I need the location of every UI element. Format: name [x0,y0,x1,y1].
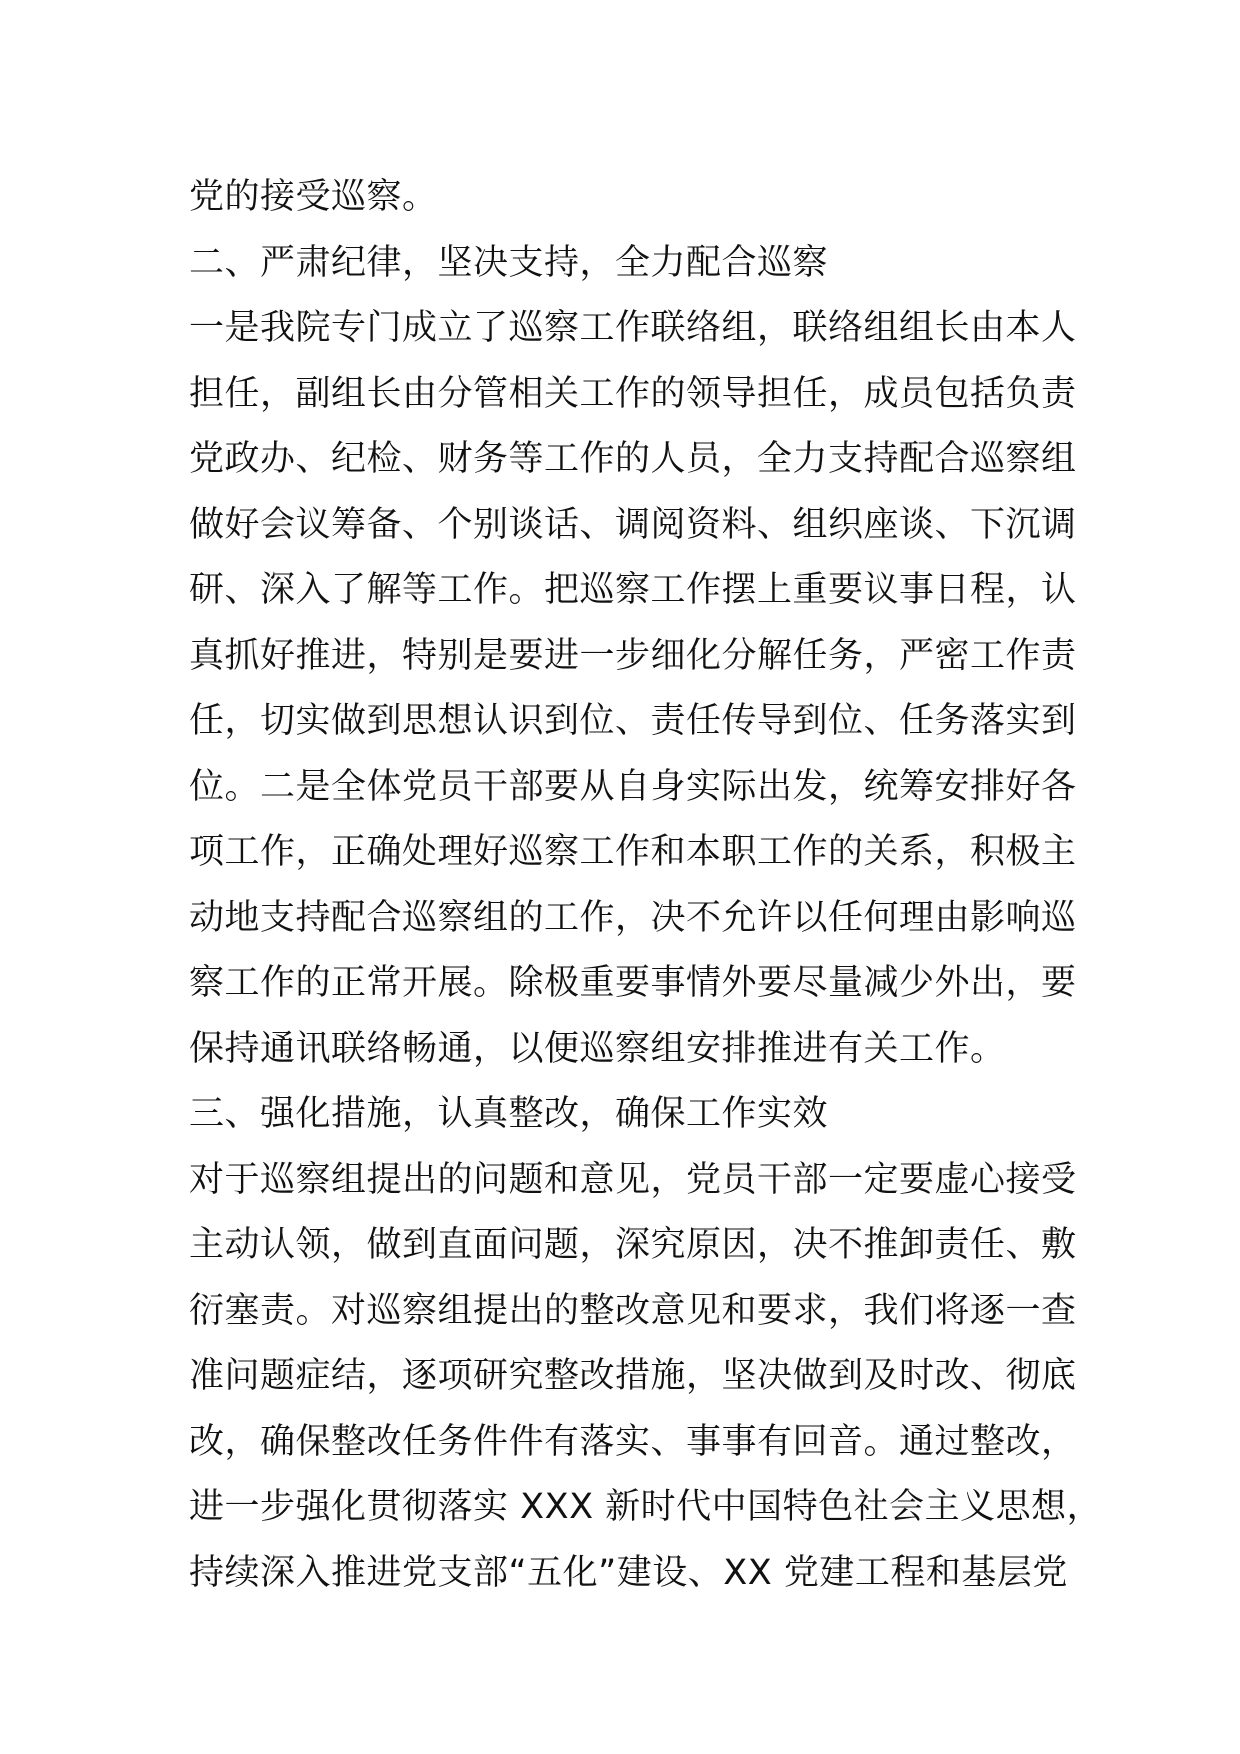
section-heading-2: 二、严肃纪律，坚决支持，全力配合巡察 [189,242,829,283]
document-body [189,165,1103,1606]
paragraph-line: 察工作的正常开展。除极重要事情外要尽量减少外出，要 [189,963,1077,1003]
paragraph-line: 任，切实做到思想认识到位、责任传导到位、任务落实到 [189,701,1077,741]
paragraph-line: 真抓好推进，特别是要进一步细化分解任务，严密工作责 [189,635,1077,676]
paragraph-line: 党的接受巡察。 [189,177,438,217]
paragraph-line: 衍塞责。对巡察组提出的整改意见和要求，我们将逐一查 [189,1290,1077,1331]
paragraph-line: 项工作，正确处理好巡察工作和本职工作的关系，积极主 [189,832,1077,872]
paragraph-line: 党政办、纪检、财务等工作的人员，全力支持配合巡察组 [189,439,1077,479]
paragraph-line: 研、深入了解等工作。把巡察工作摆上重要议事日程，认 [189,570,1077,610]
paragraph-line: 对于巡察组提出的问题和意见，党员干部一定要虚心接受 [189,1159,1077,1200]
section-heading-3: 三、强化措施，认真整改，确保工作实效 [189,1094,829,1134]
paragraph-line: 一是我院专门成立了巡察工作联络组，联络组组长由本人 [189,308,1077,348]
paragraph-line: 准问题症结，逐项研究整改措施，坚决做到及时改、彻底 [189,1356,1077,1396]
paragraph-line: 做好会议筹备、个别谈话、调阅资料、组织座谈、下沉调 [189,504,1077,545]
paragraph-line: 位。二是全体党员干部要从自身实际出发，统筹安排好各 [189,766,1077,807]
paragraph-line: 改，确保整改任务件件有落实、事事有回音。通过整改， [189,1421,1077,1462]
paragraph-line: 持续深入推进党支部“五化”建设、XX 党建工程和基层党 [189,1552,1068,1593]
paragraph-line: 主动认领，做到直面问题，深究原因，决不推卸责任、敷 [189,1225,1077,1265]
paragraph-line: 进一步强化贯彻落实 XXX 新时代中国特色社会主义思想， [189,1487,1103,1527]
paragraph-line: 担任，副组长由分管相关工作的领导担任，成员包括负责 [189,373,1077,414]
paragraph-line: 动地支持配合巡察组的工作，决不允许以任何理由影响巡 [189,897,1077,938]
paragraph-line: 保持通讯联络畅通，以便巡察组安排推进有关工作。 [189,1028,1006,1069]
